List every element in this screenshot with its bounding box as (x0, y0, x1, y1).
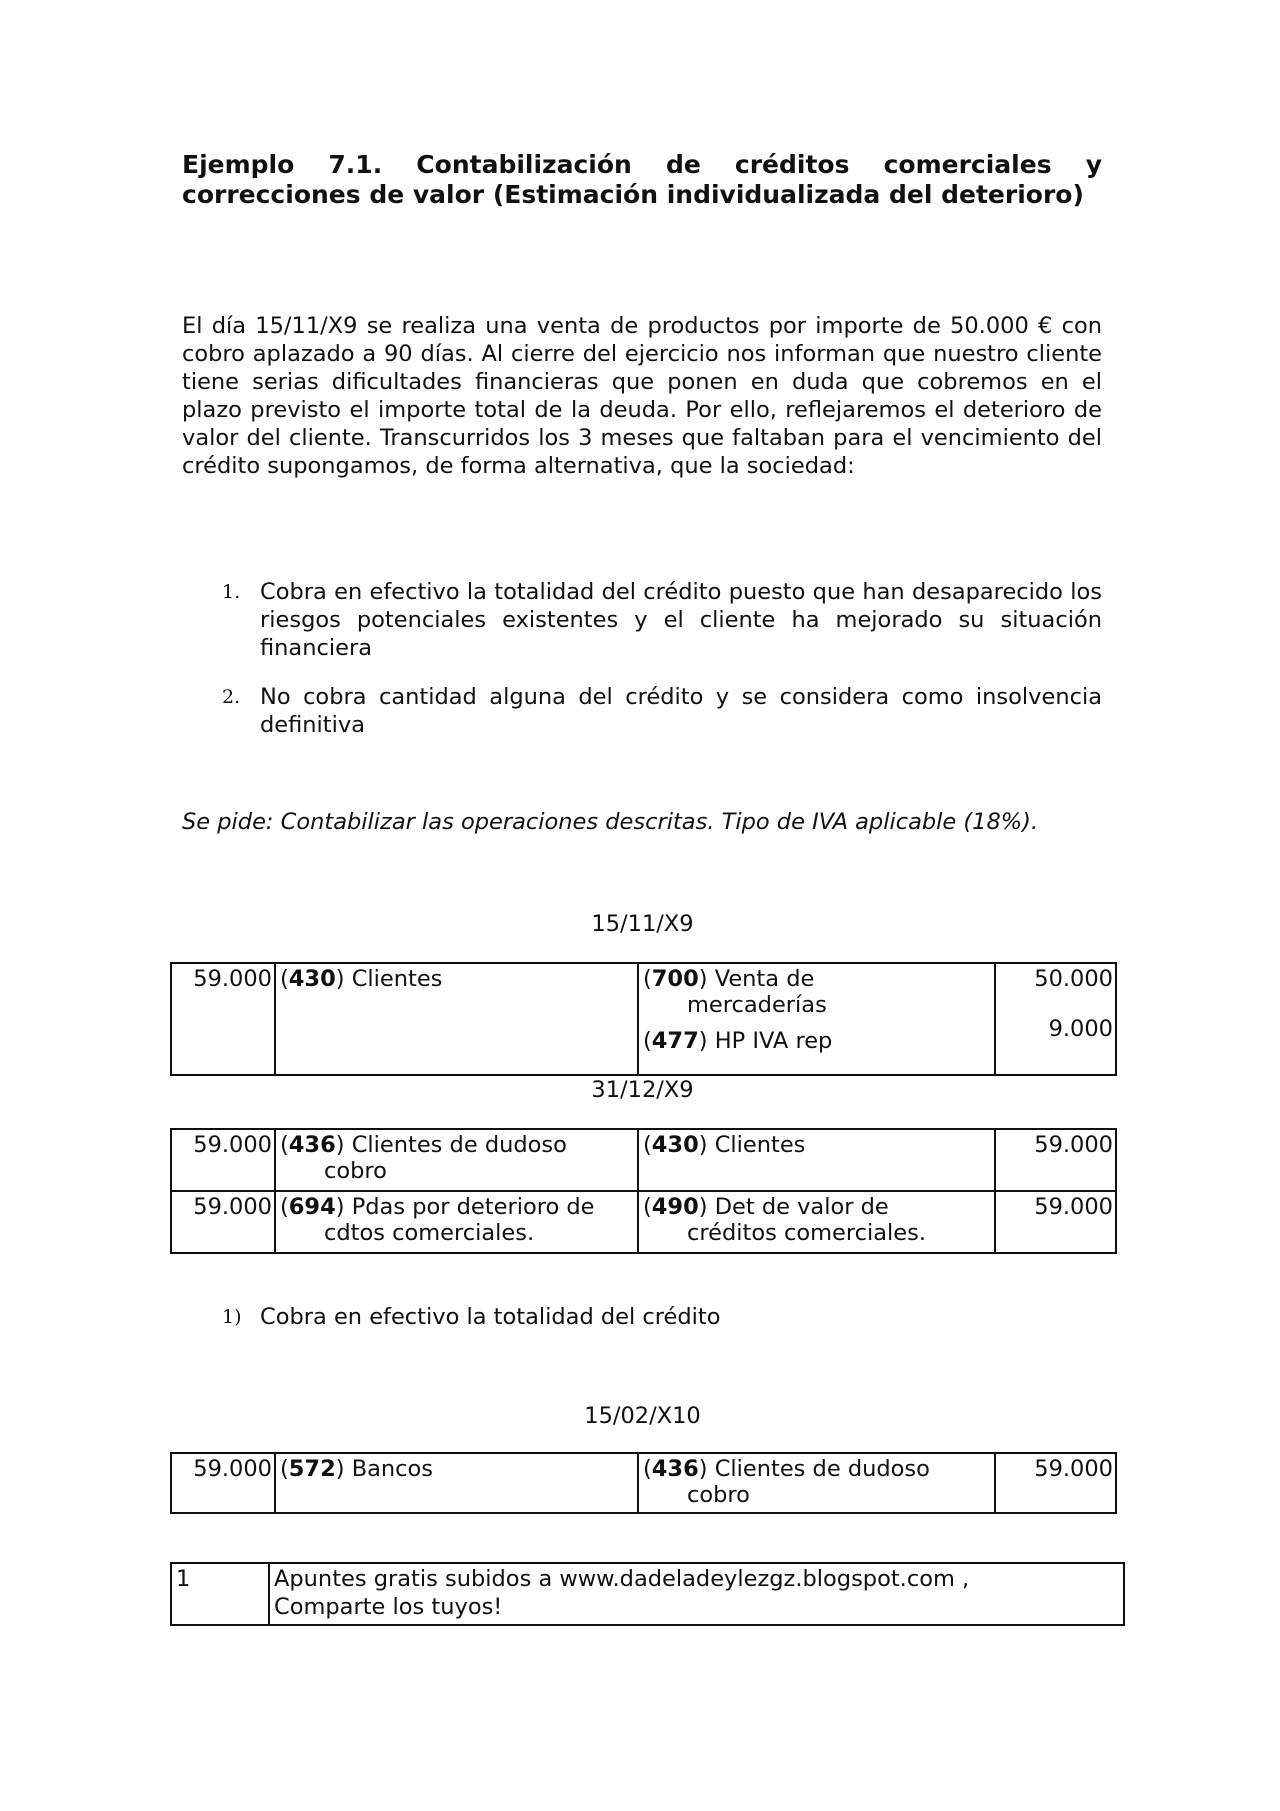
account-name-cont: créditos comerciales. (687, 1220, 926, 1246)
problem-statement: El día 15/11/X9 se realiza una venta de productos por importe de 50.000 € con cobro aplazado a 90 días. Al cierre del ejercicio nos informan que nuestro cliente tiene serias dificultades financieras que ponen en duda que cobremos en el plazo previsto el importe total de la deuda. Por ello, reflejaremos el deterioro de valor del cliente. Transcurridos los 3 meses que faltaban para el vencimiento del crédito supongamos, de forma alternativa, que la sociedad: (182, 313, 1102, 479)
journal-entry-3 (170, 1452, 1117, 1514)
footer-line: Comparte los tuyos! (274, 1594, 503, 1620)
case-heading (182, 1303, 1102, 1331)
account-code: 700 (651, 966, 699, 992)
footer-line: Apuntes gratis subidos a www.dadeladeylezgz.blogspot.com , (274, 1566, 970, 1592)
table-row (171, 1453, 1116, 1513)
option-number: 1. (222, 581, 241, 603)
credit-amount: 9.000 (1048, 1016, 1113, 1042)
page-number: 1 (171, 1563, 269, 1625)
table-row (171, 1191, 1116, 1253)
option-item-1 (182, 578, 1102, 662)
debit-account: (436) Clientes de dudoso cobro (275, 1129, 638, 1191)
account-code: 490 (651, 1194, 699, 1220)
account-name-cont: mercaderías (687, 992, 827, 1018)
account-name: Bancos (351, 1456, 434, 1482)
document-title: Ejemplo 7.1. Contabilización de créditos comerciales y correcciones de valor (Estimación individualizada del deterioro) (182, 150, 1102, 209)
credit-account: (490) Det de valor de créditos comerciales. (638, 1191, 995, 1253)
entry-date: 31/12/X9 (591, 1077, 694, 1103)
debit-account: (572) Bancos (275, 1453, 638, 1513)
credit-amount: 59.000 (995, 1453, 1116, 1513)
entry-date: 15/11/X9 (591, 911, 694, 937)
debit-amount: 59.000 (171, 1453, 275, 1513)
debit-account: (694) Pdas por deterioro de cdtos comerciales. (275, 1191, 638, 1253)
credit-accounts: (700) Venta de mercaderías (477) HP IVA rep (638, 963, 995, 1075)
credit-account: (436) Clientes de dudoso cobro (638, 1453, 995, 1513)
case-text: Cobra en efectivo la totalidad del crédito (260, 1304, 721, 1330)
account-name: Pdas por deterioro de (351, 1194, 595, 1220)
account-name: Clientes (351, 966, 443, 992)
entry-date: 15/02/X10 (584, 1403, 701, 1429)
account-code: 430 (651, 1132, 699, 1158)
account-name: Venta de (714, 966, 815, 992)
credit-amount: 59.000 (995, 1129, 1116, 1191)
account-code: 477 (651, 1028, 699, 1054)
account-name: Det de valor de (714, 1194, 889, 1220)
table-row (171, 963, 1116, 1075)
case-number: 1) (222, 1306, 242, 1328)
account-code: 694 (288, 1194, 336, 1220)
account-name: HP IVA rep (714, 1028, 833, 1054)
option-text: Cobra en efectivo la totalidad del crédito puesto que han desaparecido los riesgos potenciales existentes y el cliente ha mejorado su situación financiera (260, 579, 1102, 661)
account-name: Clientes de dudoso (714, 1456, 930, 1482)
account-code: 436 (651, 1456, 699, 1482)
account-name-cont: cobro (324, 1158, 387, 1184)
account-name-cont: cobro (687, 1482, 750, 1508)
debit-account: (430) Clientes (275, 963, 638, 1075)
table-row (171, 1129, 1116, 1191)
credit-account: (430) Clientes (638, 1129, 995, 1191)
page-footer (170, 1562, 1125, 1626)
task-request: Se pide: Contabilizar las operaciones descritas. Tipo de IVA aplicable (18%). (182, 809, 1039, 835)
journal-entry-2 (170, 1128, 1117, 1254)
account-name-cont: cdtos comerciales. (324, 1220, 535, 1246)
option-number: 2. (222, 686, 241, 708)
credit-amount: 59.000 (995, 1191, 1116, 1253)
table-row (171, 1563, 1124, 1625)
account-code: 436 (288, 1132, 336, 1158)
account-name: Clientes de dudoso (351, 1132, 567, 1158)
option-item-2 (182, 683, 1102, 739)
journal-entry-1 (170, 962, 1117, 1076)
debit-amount: 59.000 (171, 1129, 275, 1191)
credit-amounts (995, 963, 1116, 1075)
footer-note (269, 1563, 1124, 1625)
account-name: Clientes (714, 1132, 806, 1158)
credit-amount: 50.000 (1034, 966, 1113, 992)
debit-amount: 59.000 (171, 963, 275, 1075)
account-code: 430 (288, 966, 336, 992)
debit-amount: 59.000 (171, 1191, 275, 1253)
account-code: 572 (288, 1456, 336, 1482)
option-text: No cobra cantidad alguna del crédito y se considera como insolvencia definitiva (260, 684, 1102, 738)
